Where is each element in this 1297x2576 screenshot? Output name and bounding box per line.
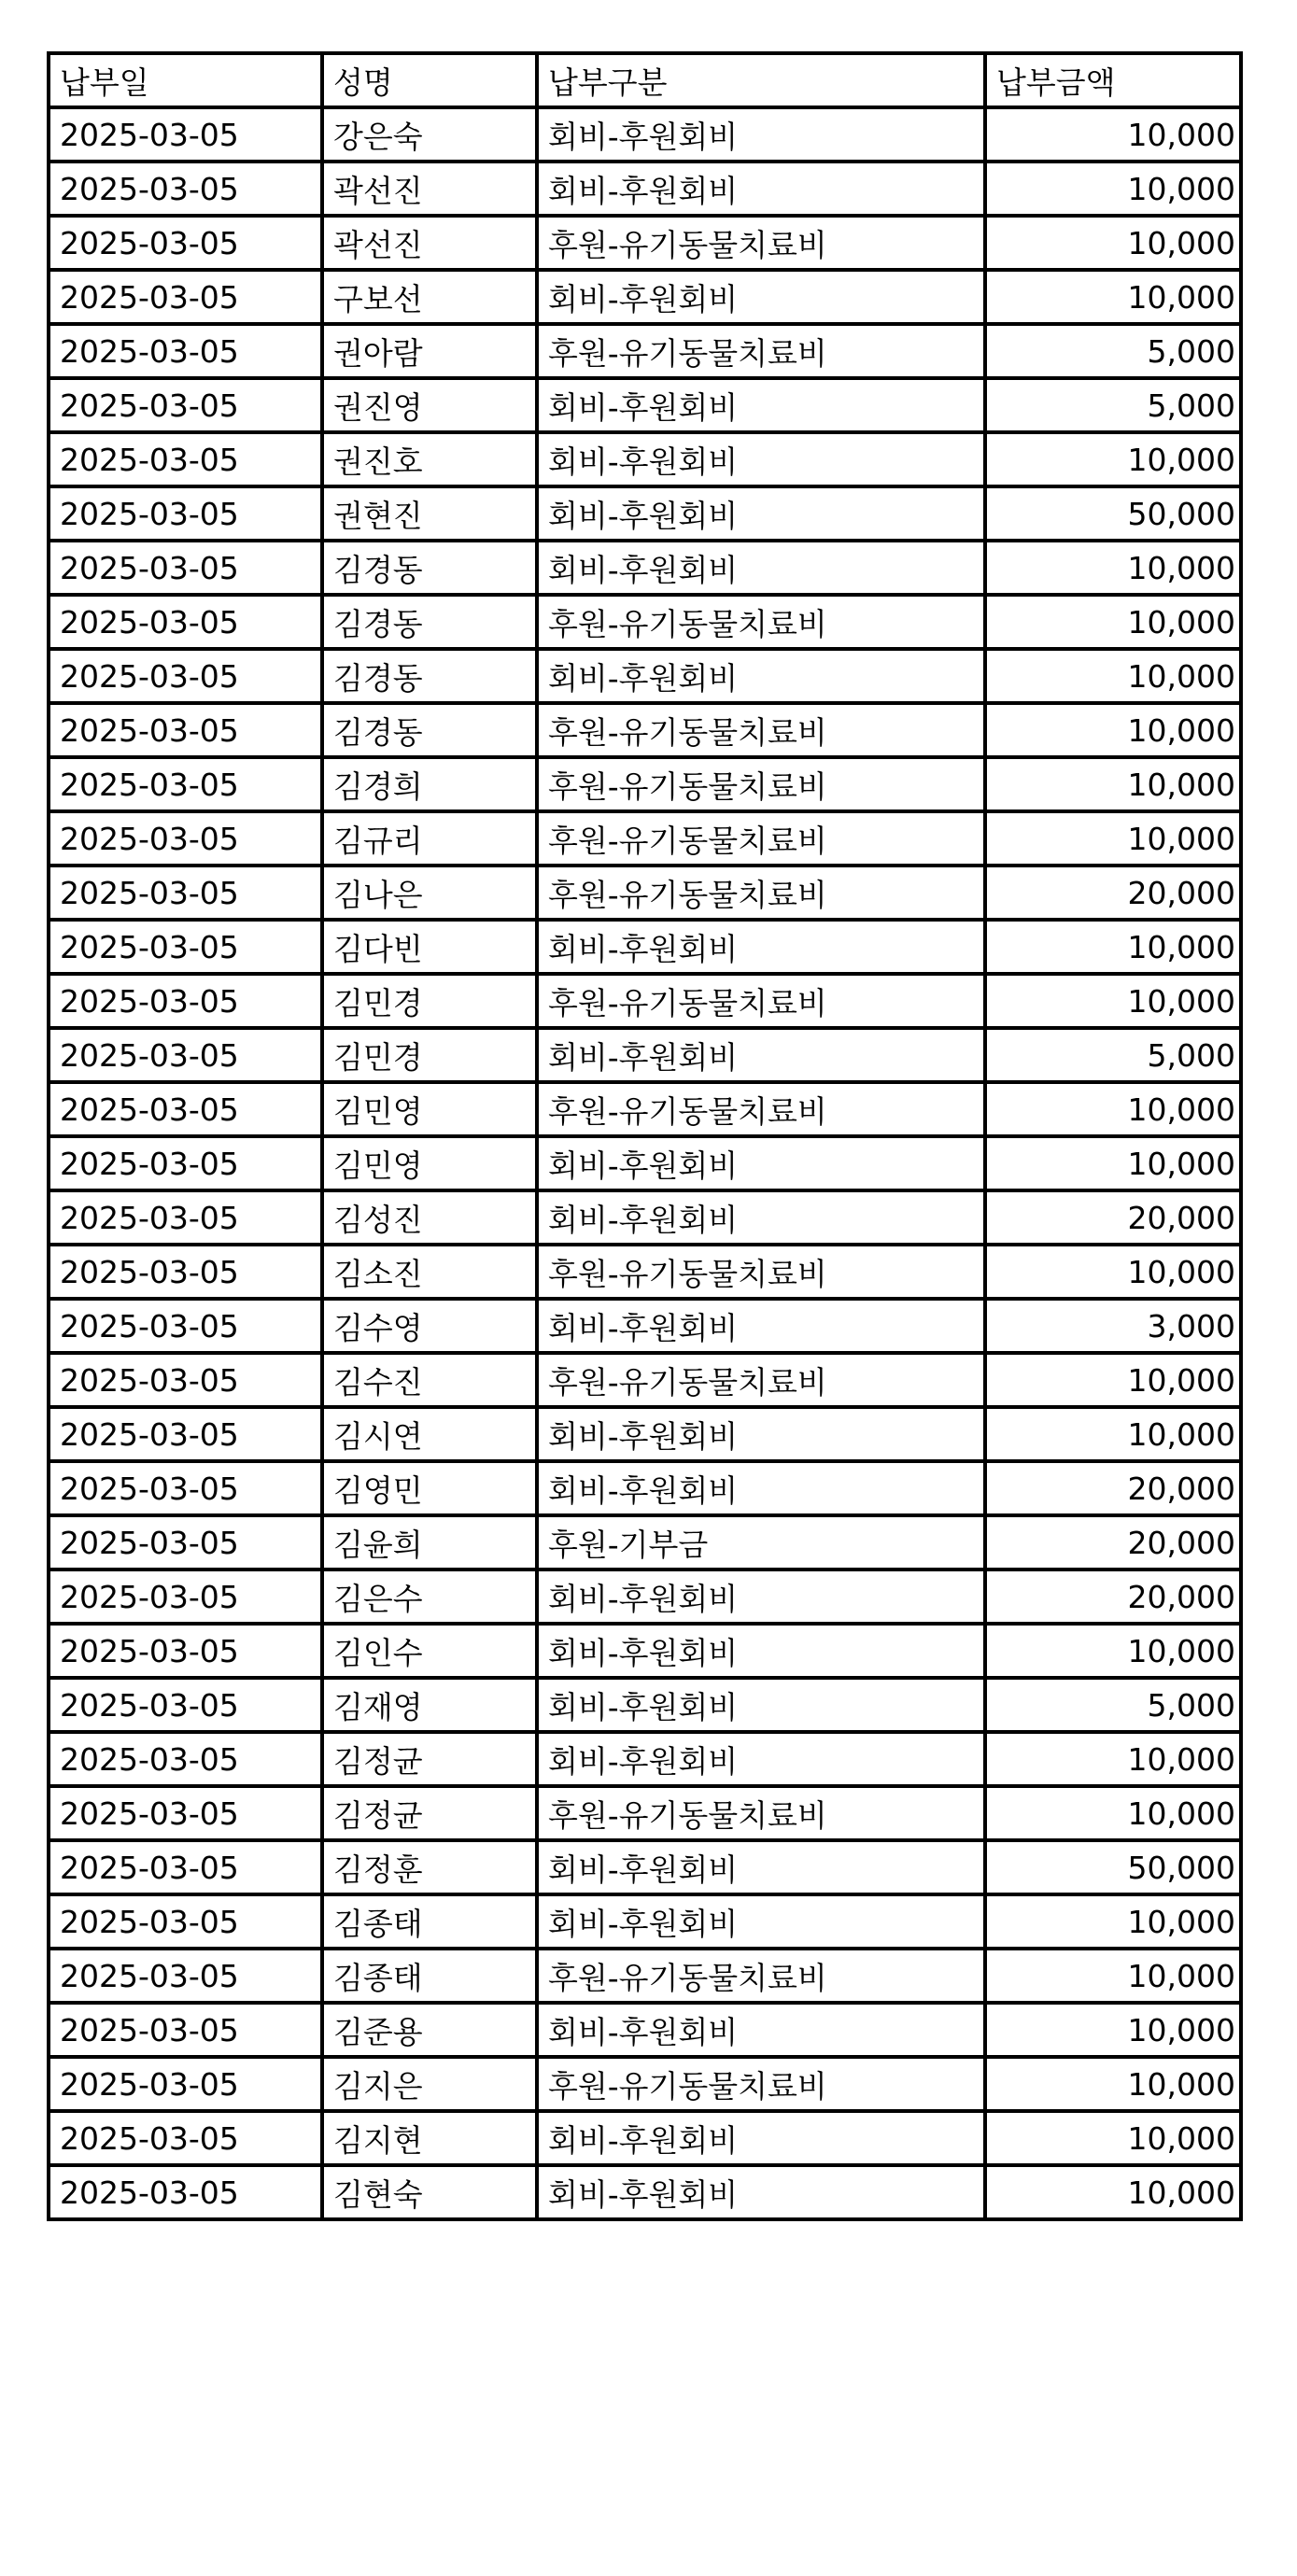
cell-amount: 10,000 <box>985 2057 1241 2111</box>
cell-date: 2025-03-05 <box>49 432 322 486</box>
table-row <box>49 2111 1241 2165</box>
cell-date: 2025-03-05 <box>49 1082 322 1136</box>
cell-amount: 50,000 <box>985 486 1241 541</box>
cell-amount: 5,000 <box>985 1678 1241 1732</box>
cell-type: 회비-후원회비 <box>537 2003 985 2057</box>
cell-name: 김시연 <box>322 1407 537 1461</box>
cell-type: 회비-후원회비 <box>537 486 985 541</box>
cell-type: 회비-후원회비 <box>537 541 985 595</box>
table-row <box>49 1299 1241 1353</box>
table-row <box>49 324 1241 378</box>
cell-name: 김종태 <box>322 1949 537 2003</box>
cell-type: 후원-유기동물치료비 <box>537 1082 985 1136</box>
table-row <box>49 1894 1241 1949</box>
cell-date: 2025-03-05 <box>49 2003 322 2057</box>
table-row <box>49 866 1241 920</box>
cell-date: 2025-03-05 <box>49 107 322 162</box>
cell-amount: 10,000 <box>985 1082 1241 1136</box>
cell-name: 김지현 <box>322 2111 537 2165</box>
cell-date: 2025-03-05 <box>49 1678 322 1732</box>
table-row <box>49 1082 1241 1136</box>
cell-amount: 5,000 <box>985 378 1241 432</box>
cell-type: 후원-유기동물치료비 <box>537 216 985 270</box>
cell-date: 2025-03-05 <box>49 2057 322 2111</box>
cell-amount: 10,000 <box>985 1949 1241 2003</box>
cell-name: 강은숙 <box>322 107 537 162</box>
cell-type: 회비-후원회비 <box>537 920 985 974</box>
cell-date: 2025-03-05 <box>49 757 322 811</box>
cell-type: 회비-후원회비 <box>537 1028 985 1082</box>
cell-type: 회비-후원회비 <box>537 1732 985 1786</box>
cell-date: 2025-03-05 <box>49 649 322 703</box>
cell-date: 2025-03-05 <box>49 541 322 595</box>
cell-name: 김소진 <box>322 1245 537 1299</box>
cell-amount: 10,000 <box>985 1245 1241 1299</box>
cell-date: 2025-03-05 <box>49 1353 322 1407</box>
cell-amount: 10,000 <box>985 2111 1241 2165</box>
cell-name: 김경동 <box>322 541 537 595</box>
cell-amount: 10,000 <box>985 432 1241 486</box>
cell-amount: 10,000 <box>985 541 1241 595</box>
cell-date: 2025-03-05 <box>49 1624 322 1678</box>
cell-amount: 10,000 <box>985 920 1241 974</box>
payment-table <box>47 51 1243 2221</box>
cell-name: 김나은 <box>322 866 537 920</box>
cell-date: 2025-03-05 <box>49 270 322 324</box>
cell-name: 김경동 <box>322 703 537 757</box>
column-header-date: 납부일 <box>49 53 322 107</box>
table-row <box>49 811 1241 866</box>
cell-date: 2025-03-05 <box>49 1515 322 1570</box>
column-header-amount: 납부금액 <box>985 53 1241 107</box>
cell-amount: 10,000 <box>985 1136 1241 1190</box>
cell-name: 김정균 <box>322 1786 537 1840</box>
table-row <box>49 703 1241 757</box>
cell-date: 2025-03-05 <box>49 811 322 866</box>
cell-date: 2025-03-05 <box>49 324 322 378</box>
cell-type: 후원-유기동물치료비 <box>537 757 985 811</box>
cell-date: 2025-03-05 <box>49 1028 322 1082</box>
cell-type: 후원-유기동물치료비 <box>537 1245 985 1299</box>
cell-name: 김다빈 <box>322 920 537 974</box>
cell-name: 김은수 <box>322 1570 537 1624</box>
table-row <box>49 2165 1241 2219</box>
cell-type: 후원-유기동물치료비 <box>537 1949 985 2003</box>
table-row <box>49 216 1241 270</box>
cell-name: 김정균 <box>322 1732 537 1786</box>
table-row <box>49 1245 1241 1299</box>
cell-amount: 10,000 <box>985 757 1241 811</box>
table-row <box>49 2057 1241 2111</box>
cell-amount: 10,000 <box>985 1894 1241 1949</box>
cell-name: 김현숙 <box>322 2165 537 2219</box>
cell-amount: 10,000 <box>985 595 1241 649</box>
table-row <box>49 1786 1241 1840</box>
cell-amount: 10,000 <box>985 974 1241 1028</box>
table-row <box>49 1136 1241 1190</box>
cell-type: 후원-기부금 <box>537 1515 985 1570</box>
cell-date: 2025-03-05 <box>49 1407 322 1461</box>
cell-name: 김정훈 <box>322 1840 537 1894</box>
table-row <box>49 1461 1241 1515</box>
cell-name: 구보선 <box>322 270 537 324</box>
table-row <box>49 270 1241 324</box>
cell-date: 2025-03-05 <box>49 378 322 432</box>
table-row <box>49 974 1241 1028</box>
cell-type: 회비-후원회비 <box>537 2165 985 2219</box>
cell-name: 김경희 <box>322 757 537 811</box>
cell-amount: 10,000 <box>985 703 1241 757</box>
cell-date: 2025-03-05 <box>49 486 322 541</box>
cell-date: 2025-03-05 <box>49 1570 322 1624</box>
table-row <box>49 378 1241 432</box>
cell-date: 2025-03-05 <box>49 1786 322 1840</box>
cell-date: 2025-03-05 <box>49 1190 322 1245</box>
cell-name: 권진호 <box>322 432 537 486</box>
cell-amount: 5,000 <box>985 324 1241 378</box>
table-row <box>49 1353 1241 1407</box>
cell-name: 김인수 <box>322 1624 537 1678</box>
cell-date: 2025-03-05 <box>49 1894 322 1949</box>
cell-type: 회비-후원회비 <box>537 2111 985 2165</box>
cell-date: 2025-03-05 <box>49 866 322 920</box>
cell-name: 김성진 <box>322 1190 537 1245</box>
cell-amount: 10,000 <box>985 270 1241 324</box>
cell-type: 회비-후원회비 <box>537 1190 985 1245</box>
cell-name: 김수진 <box>322 1353 537 1407</box>
cell-amount: 10,000 <box>985 811 1241 866</box>
table-row <box>49 1515 1241 1570</box>
cell-amount: 10,000 <box>985 1353 1241 1407</box>
cell-date: 2025-03-05 <box>49 920 322 974</box>
cell-type: 회비-후원회비 <box>537 270 985 324</box>
cell-date: 2025-03-05 <box>49 1299 322 1353</box>
cell-amount: 10,000 <box>985 2003 1241 2057</box>
cell-type: 후원-유기동물치료비 <box>537 811 985 866</box>
cell-amount: 10,000 <box>985 216 1241 270</box>
cell-name: 김규리 <box>322 811 537 866</box>
cell-type: 후원-유기동물치료비 <box>537 2057 985 2111</box>
cell-name: 김민경 <box>322 974 537 1028</box>
cell-type: 회비-후원회비 <box>537 1678 985 1732</box>
table-row <box>49 649 1241 703</box>
cell-date: 2025-03-05 <box>49 216 322 270</box>
cell-name: 김경동 <box>322 649 537 703</box>
cell-name: 곽선진 <box>322 216 537 270</box>
cell-name: 김민영 <box>322 1136 537 1190</box>
cell-amount: 10,000 <box>985 162 1241 216</box>
cell-type: 회비-후원회비 <box>537 1461 985 1515</box>
cell-amount: 10,000 <box>985 649 1241 703</box>
table-row <box>49 1624 1241 1678</box>
cell-type: 후원-유기동물치료비 <box>537 703 985 757</box>
cell-date: 2025-03-05 <box>49 703 322 757</box>
table-row <box>49 541 1241 595</box>
cell-name: 권진영 <box>322 378 537 432</box>
cell-amount: 10,000 <box>985 1407 1241 1461</box>
cell-type: 후원-유기동물치료비 <box>537 866 985 920</box>
cell-amount: 20,000 <box>985 1515 1241 1570</box>
cell-date: 2025-03-05 <box>49 1136 322 1190</box>
cell-name: 권아람 <box>322 324 537 378</box>
cell-amount: 10,000 <box>985 1732 1241 1786</box>
cell-type: 회비-후원회비 <box>537 162 985 216</box>
table-row <box>49 920 1241 974</box>
cell-date: 2025-03-05 <box>49 1245 322 1299</box>
cell-type: 회비-후원회비 <box>537 1894 985 1949</box>
table-row <box>49 1028 1241 1082</box>
cell-amount: 20,000 <box>985 866 1241 920</box>
cell-name: 김민영 <box>322 1082 537 1136</box>
cell-type: 회비-후원회비 <box>537 1624 985 1678</box>
cell-type: 회비-후원회비 <box>537 1407 985 1461</box>
cell-name: 김경동 <box>322 595 537 649</box>
table-row <box>49 486 1241 541</box>
cell-type: 회비-후원회비 <box>537 649 985 703</box>
cell-date: 2025-03-05 <box>49 2165 322 2219</box>
table-row <box>49 1840 1241 1894</box>
cell-type: 후원-유기동물치료비 <box>537 1353 985 1407</box>
cell-amount: 10,000 <box>985 1786 1241 1840</box>
cell-date: 2025-03-05 <box>49 2111 322 2165</box>
table-row <box>49 162 1241 216</box>
table-row <box>49 1570 1241 1624</box>
cell-type: 회비-후원회비 <box>537 1299 985 1353</box>
table-body <box>49 107 1241 2219</box>
cell-name: 김윤희 <box>322 1515 537 1570</box>
cell-date: 2025-03-05 <box>49 1949 322 2003</box>
cell-name: 김영민 <box>322 1461 537 1515</box>
table-row <box>49 757 1241 811</box>
cell-amount: 20,000 <box>985 1570 1241 1624</box>
cell-date: 2025-03-05 <box>49 162 322 216</box>
cell-type: 후원-유기동물치료비 <box>537 1786 985 1840</box>
table-row <box>49 595 1241 649</box>
cell-date: 2025-03-05 <box>49 1461 322 1515</box>
cell-name: 김지은 <box>322 2057 537 2111</box>
cell-amount: 50,000 <box>985 1840 1241 1894</box>
table-header <box>49 53 1241 107</box>
cell-type: 회비-후원회비 <box>537 432 985 486</box>
table-row <box>49 1407 1241 1461</box>
cell-type: 회비-후원회비 <box>537 1570 985 1624</box>
table-row <box>49 2003 1241 2057</box>
cell-type: 회비-후원회비 <box>537 1840 985 1894</box>
cell-amount: 3,000 <box>985 1299 1241 1353</box>
cell-type: 회비-후원회비 <box>537 107 985 162</box>
cell-amount: 20,000 <box>985 1190 1241 1245</box>
cell-name: 김수영 <box>322 1299 537 1353</box>
cell-name: 김종태 <box>322 1894 537 1949</box>
table-row <box>49 1678 1241 1732</box>
table-row <box>49 1190 1241 1245</box>
cell-date: 2025-03-05 <box>49 974 322 1028</box>
cell-amount: 5,000 <box>985 1028 1241 1082</box>
cell-name: 김재영 <box>322 1678 537 1732</box>
column-header-name: 성명 <box>322 53 537 107</box>
table-row <box>49 1949 1241 2003</box>
cell-amount: 20,000 <box>985 1461 1241 1515</box>
cell-type: 후원-유기동물치료비 <box>537 595 985 649</box>
cell-date: 2025-03-05 <box>49 1840 322 1894</box>
cell-type: 후원-유기동물치료비 <box>537 974 985 1028</box>
cell-date: 2025-03-05 <box>49 595 322 649</box>
cell-amount: 10,000 <box>985 1624 1241 1678</box>
table-row <box>49 432 1241 486</box>
cell-type: 회비-후원회비 <box>537 1136 985 1190</box>
header-row <box>49 53 1241 107</box>
cell-amount: 10,000 <box>985 2165 1241 2219</box>
cell-name: 김준용 <box>322 2003 537 2057</box>
cell-date: 2025-03-05 <box>49 1732 322 1786</box>
cell-name: 김민경 <box>322 1028 537 1082</box>
column-header-type: 납부구분 <box>537 53 985 107</box>
cell-amount: 10,000 <box>985 107 1241 162</box>
cell-type: 후원-유기동물치료비 <box>537 324 985 378</box>
cell-type: 회비-후원회비 <box>537 378 985 432</box>
table-row <box>49 107 1241 162</box>
cell-name: 권현진 <box>322 486 537 541</box>
cell-name: 곽선진 <box>322 162 537 216</box>
table-row <box>49 1732 1241 1786</box>
